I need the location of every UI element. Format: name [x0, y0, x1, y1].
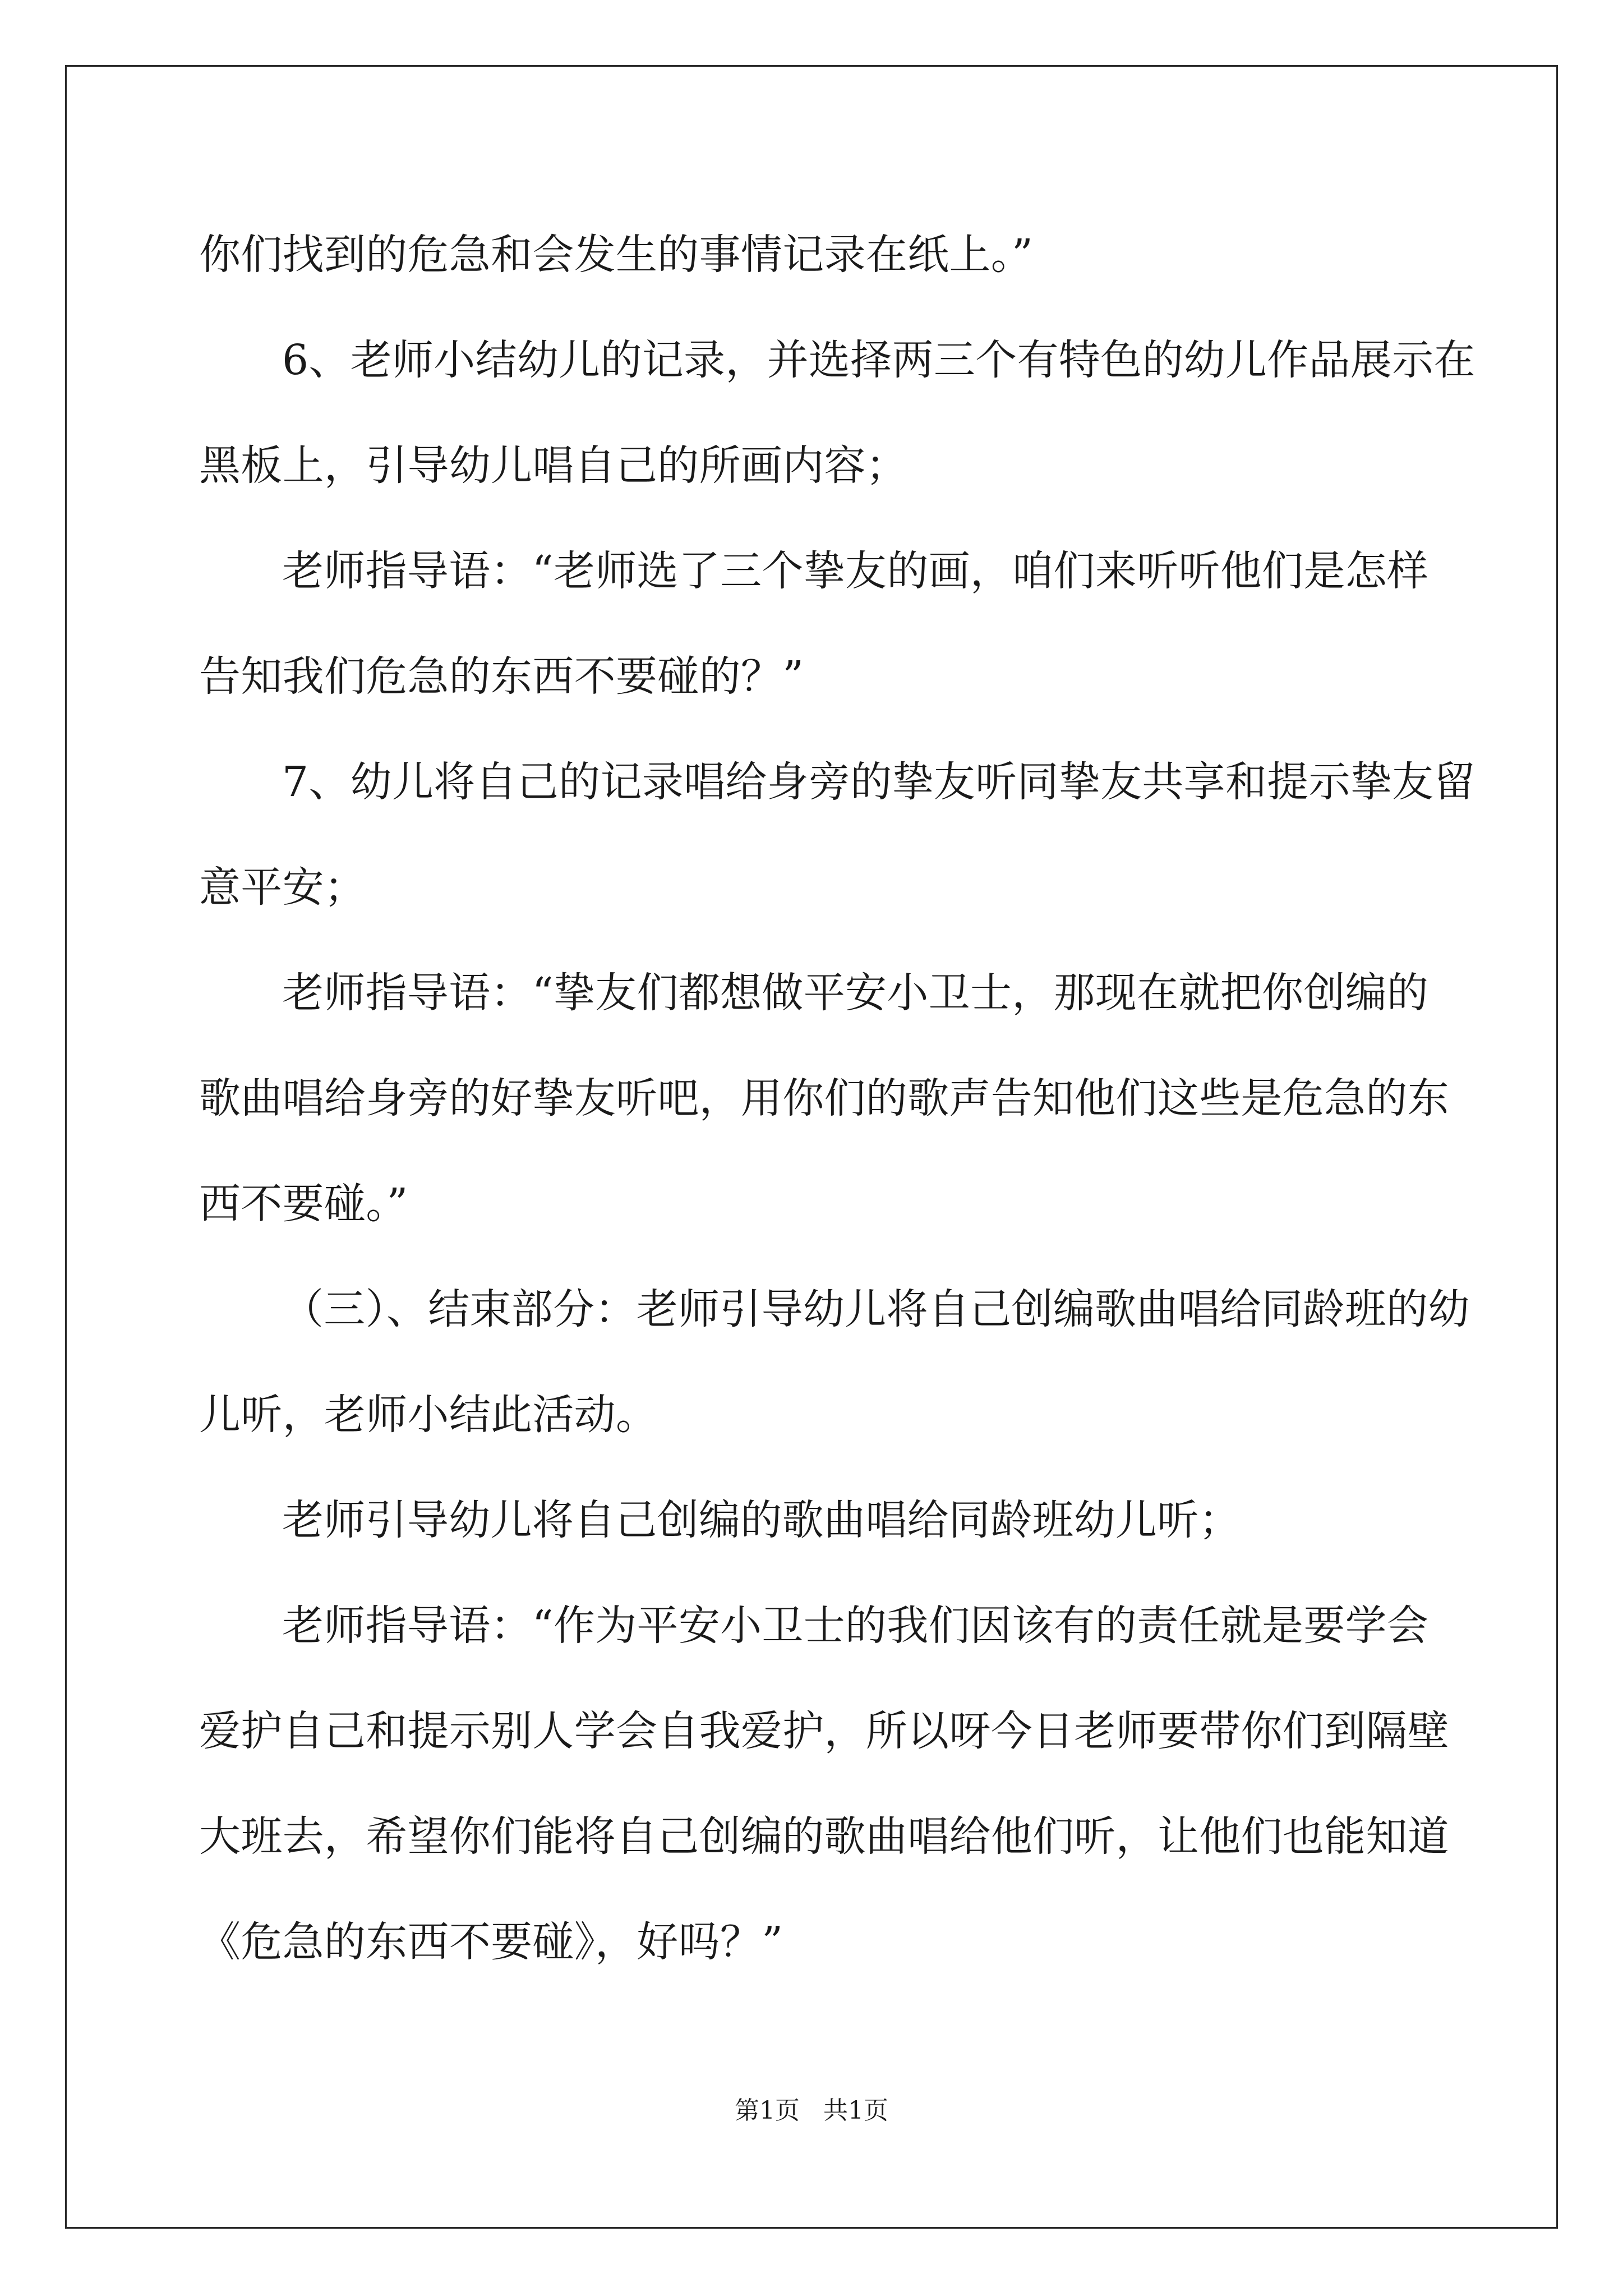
- text-line: 6、老师小结幼儿的记录，并选择两三个有特色的幼儿作品展示在: [282, 336, 1476, 384]
- text-line: 老师引导幼儿将自己创编的歌曲唱给同龄班幼儿听；: [282, 1496, 1241, 1544]
- page-number-footer: 第1页 共1页: [735, 2096, 888, 2125]
- text-line: 老师指导语：“挚友们都想做平安小卫士，那现在就把你创编的: [282, 969, 1429, 1017]
- text-line: 西不要碰。”: [199, 1180, 408, 1228]
- text-line: （三）、结束部分：老师引导幼儿将自己创编歌曲唱给同龄班的幼: [282, 1285, 1470, 1333]
- document-body: [199, 202, 1476, 1995]
- text-line: 7、幼儿将自己的记录唱给身旁的挚友听同挚友共享和提示挚友留: [282, 758, 1476, 806]
- text-line: 老师指导语：“老师选了三个挚友的画，咱们来听听他们是怎样: [282, 547, 1429, 595]
- text-line: 爱护自己和提示别人学会自我爱护，所以呀今日老师要带你们到隔壁: [199, 1707, 1449, 1755]
- text-line: 你们找到的危急和会发生的事情记录在纸上。”: [199, 231, 1034, 279]
- text-line: 老师指导语：“作为平安小卫士的我们因该有的责任就是要学会: [282, 1602, 1429, 1650]
- text-line: 意平安；: [199, 863, 366, 912]
- text-line: 告知我们危急的东西不要碰的？”: [199, 652, 804, 701]
- text-line: 《危急的东西不要碰》，好吗？”: [199, 1918, 783, 1966]
- text-line: 大班去，希望你们能将自己创编的歌曲唱给他们听，让他们也能知道: [199, 1812, 1449, 1861]
- text-line: 歌曲唱给身旁的好挚友听吧，用你们的歌声告知他们这些是危急的东: [199, 1074, 1449, 1122]
- text-line: 儿听，老师小结此活动。: [199, 1391, 658, 1439]
- text-line: 黑板上，引导幼儿唱自己的所画内容；: [199, 441, 908, 490]
